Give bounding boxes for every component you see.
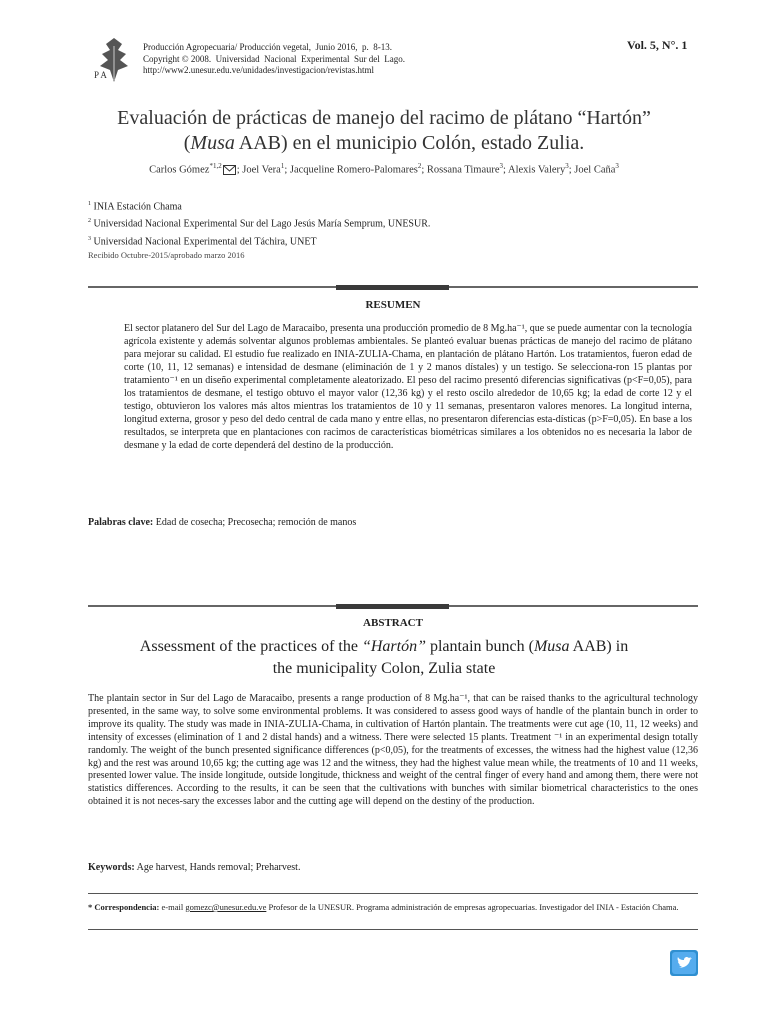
author-list xyxy=(60,162,708,176)
author-5: ; Alexis Valery xyxy=(503,164,566,176)
affiliation-2-num: 2 xyxy=(88,218,91,225)
author-6: ; Joel Caña xyxy=(568,164,616,176)
divider-resumen-accent xyxy=(336,285,449,290)
correspondence-label: * Correspondencia: xyxy=(88,902,160,912)
author-3: ; Jacqueline Romero-Palomares xyxy=(284,164,418,176)
affiliation-2-text: Universidad Nacional Experimental Sur del Lago Jesús María Semprum, UNESUR. xyxy=(93,218,431,230)
affiliation-3 xyxy=(88,232,430,249)
footnote-divider-top xyxy=(88,893,698,894)
journal-logo xyxy=(92,36,136,86)
title-line-2-pre: ( xyxy=(183,132,191,154)
author-5-sup: 3 xyxy=(565,162,569,170)
journal-line-1: Producción Agropecuaria/ Producción vegetal, Junio 2016, p. 8-13. xyxy=(143,42,392,52)
mail-icon[interactable] xyxy=(223,165,236,175)
author-4: ; Rossana Timaure xyxy=(421,164,500,176)
abstract-title-part-1: Assessment of the practices of the xyxy=(139,638,362,655)
abstract-title-italic-musa: Musa xyxy=(533,638,570,655)
footnote-divider-bottom xyxy=(88,929,698,930)
keywords-es xyxy=(88,517,356,528)
affiliation-3-num: 3 xyxy=(88,235,91,242)
keywords-en xyxy=(88,862,300,873)
author-2-sup: 1 xyxy=(280,162,285,170)
journal-line-2: Copyright © 2008. Universidad Nacional Experimental Sur del Lago. xyxy=(143,53,406,64)
resumen-heading: RESUMEN xyxy=(365,299,421,311)
twitter-icon[interactable] xyxy=(670,950,698,976)
affiliation-1-num: 1 xyxy=(88,201,91,207)
affiliation-2 xyxy=(88,214,430,231)
resumen-body: El sector platanero del Sur del Lago de Maracaibo, presenta una producción promedio de 8 Mg.ha⁻¹, que se puede aumentar con la tecnología agrícola existente y además solventar algunos problemas ambientales. Se planteó evaluar buenas prácticas de manejo del racimo de plátano para mejorar su calidad. El estudio fue realizado en INIA-ZULIA-Chama, en plantación de plátano Hartón. Los tratamientos, fueron edad de corte (10, 11, 12 semanas) e intensidad de desmane (eliminación de 1 y 2 manos dístales) y un testigo. Se selecciona-ron 15 plantas por tratamiento⁻¹ en un diseño experimental completamente aleatorizado. El peso del racimo presentó diferencias significativas (p<F=0,05), para los tratamientos de desmane, el testigo obtuvo el mayor valor (12,36 kg) y el resto oscilo alrededor de 10,65 kg; la edad de corte 12 y el testigo, obtuvieron los valores más altos mientras los tratamientos de 10 y 11 semanas, presentaron valores menores. La longitud interna, longitud externa, grosor y peso del dedo central de cada mano y entre ellas, no presentaron diferencias esta-dísticas (p>F=0,05). En base a los resultados, se interpreta que en plantaciones con racimos de características biométricas similares a los obtenidos no es necesaria la labor de desmane y la edad de corte dependerá del destino de la producción. xyxy=(124,323,692,451)
abstract-title xyxy=(60,636,708,680)
affiliation-3-text: Universidad Nacional Experimental del Táchira, UNET xyxy=(93,235,317,247)
journal-info xyxy=(143,42,405,77)
author-2: ; Joel Vera xyxy=(236,164,281,176)
correspondence-text-2: Profesor de la UNESUR. Programa administración de empresas agropecuarias. Investigador del INIA - Estación Chama. xyxy=(266,902,679,912)
author-4-sup: 3 xyxy=(499,162,504,170)
divider-abstract-accent xyxy=(336,604,449,609)
abstract-title-italic-harton: “Hartón” xyxy=(361,638,426,655)
author-6-sup: 3 xyxy=(615,162,619,170)
abstract-heading: ABSTRACT xyxy=(363,617,423,629)
correspondence-note xyxy=(88,901,698,913)
keywords-es-label: Palabras clave: xyxy=(88,517,154,528)
keywords-en-label: Keywords: xyxy=(88,862,135,873)
logo-text: P A xyxy=(94,70,107,80)
keywords-en-text: Age harvest, Hands removal; Preharvest. xyxy=(134,862,301,873)
abstract-title-line-2: the municipality Colon, Zulia state xyxy=(272,660,496,677)
volume-number: Vol. 5, N°. 1 xyxy=(627,38,688,52)
title-line-2-post: AAB) en el municipio Colón, estado Zulia. xyxy=(234,132,585,154)
author-3-sup: 2 xyxy=(417,162,422,170)
correspondence-email[interactable]: gomezc@unesur.edu.ve xyxy=(185,902,267,912)
affiliation-1-text: INIA Estación Chama xyxy=(93,201,182,213)
abstract-title-part-3: AAB) in xyxy=(569,638,629,655)
title-line-1: Evaluación de prácticas de manejo del racimo de plátano “Hartón” xyxy=(117,107,651,129)
received-date: Recibido Octubre-2015/aprobado marzo 2016 xyxy=(88,250,245,260)
abstract-title-part-2: plantain bunch ( xyxy=(425,638,534,655)
paper-title xyxy=(60,106,708,156)
author-1-sup: *1,2 xyxy=(209,162,222,170)
journal-url[interactable]: http://www2.unesur.edu.ve/unidades/investigacion/revistas.html xyxy=(143,65,374,75)
correspondence-text-1: e-mail xyxy=(159,902,186,912)
keywords-es-text: Edad de cosecha; Precosecha; remoción de manos xyxy=(153,517,357,528)
title-italic-musa: Musa xyxy=(190,132,235,154)
author-1: Carlos Gómez xyxy=(149,164,210,176)
affiliation-1 xyxy=(88,197,430,214)
abstract-body: The plantain sector in Sur del Lago de Maracaibo, presents a range production of 8 Mg.ha⁻¹, that can be raised thanks to the agricultural technology presented, in the same way, to solve some environmental problems. It was considered to assess good ways of handle of the plantain bunch in order to improve its quality. The study was made in INIA-ZULIA-Chama, in cultivation of Hartón plantain. The treatments were cut age (10, 11, 12 weeks) and intensity of excesses (elimination of 1 and 2 distal hands) and a witness. There were selected 15 plants. Treatment ⁻¹ in an experimental design totally randomly. The weight of the bunch presented significance differences (p<0,05), for the treatments of excesses, the witness had the highest value (12,36 kg) and the rest was around 10,65 kg; the cutting age was 12 and the witness, they had the highest value mean while, the treatments of 10 and 11 weeks, presented lower value. The inside longitude, outside longitude, thickness and weight of the central finger of every hand and among them, there were not statistics differences. According to the results, it can be seen that the cultivations with bunches with similar biometrical characteristics to the ones obtained it is not neces-sary the excesses labor and the cutting age will depend on the destiny of the production. xyxy=(88,693,698,808)
affiliations xyxy=(88,197,430,249)
